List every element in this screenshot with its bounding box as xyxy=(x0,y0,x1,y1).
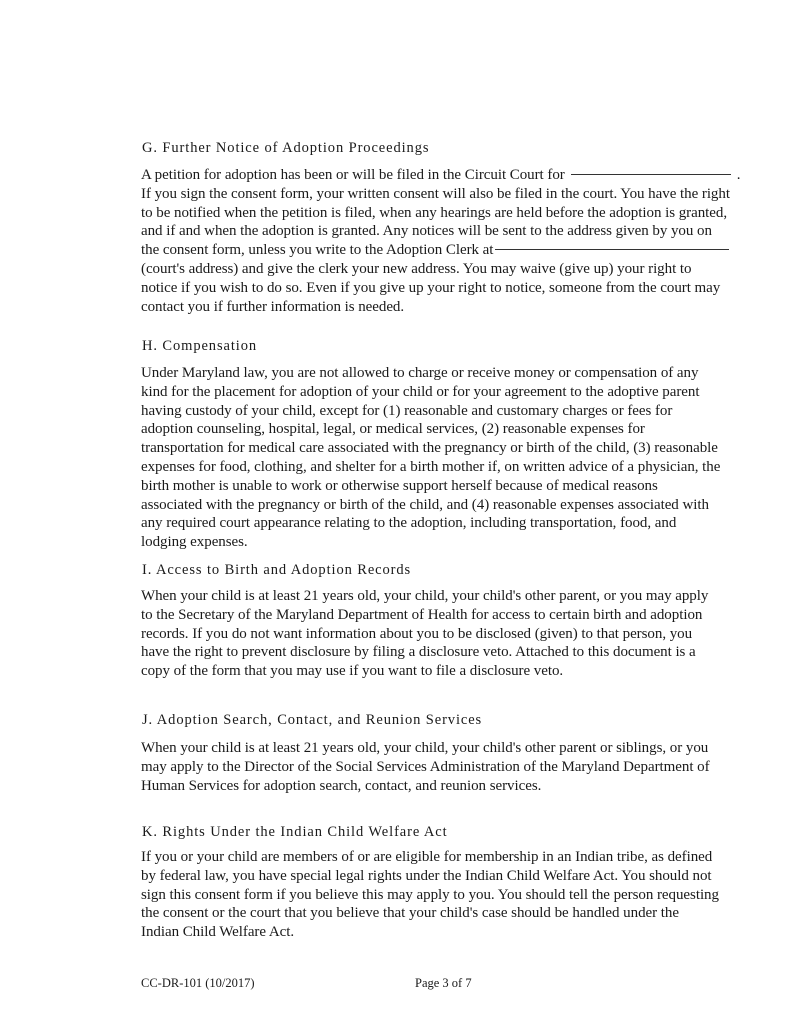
section-i-line: have the right to prevent disclosure by filing a disclosure veto. Attached to this document is a xyxy=(141,644,696,661)
section-h xyxy=(141,336,771,552)
section-j-body xyxy=(141,739,771,795)
section-g-line xyxy=(141,241,771,260)
section-h-line: expenses for food, clothing, and shelter for a birth mother if, on written advice of a physician, the xyxy=(141,458,721,475)
section-k-line: If you or your child are members of or are eligible for membership in an Indian tribe, as defined xyxy=(141,849,713,865)
section-i-line: When your child is at least 21 years old, your child, your child's other parent, or you may apply xyxy=(141,588,709,604)
section-h-line: adoption counseling, hospital, legal, or medical services, (2) reasonable expenses for xyxy=(141,421,645,438)
section-j-line: When your child is at least 21 years old, your child, your child's other parent or siblings, or you xyxy=(141,740,709,756)
section-j-line: Human Services for adoption search, contact, and reunion services. xyxy=(141,777,542,794)
section-g-text: . xyxy=(736,167,741,183)
section-g-line: and if and when the adoption is granted. Any notices will be sent to the address given by you on xyxy=(141,223,712,240)
section-i-line: copy of the form that you may use if you want to file a disclosure veto. xyxy=(141,663,564,680)
section-g-line: (court's address) and give the clerk your new address. You may waive (give up) your right to xyxy=(141,260,692,277)
section-h-line: kind for the placement for adoption of your child or for your agreement to the adoptive parent xyxy=(141,383,700,400)
section-g-line xyxy=(141,166,771,185)
section-k-line: Indian Child Welfare Act. xyxy=(141,924,295,941)
section-g-line: If you sign the consent form, your written consent will also be filed in the court. You have the right xyxy=(141,185,730,202)
section-i-body xyxy=(141,587,771,681)
section-g-line: to be notified when the petition is filed, when any hearings are held before the adoption is granted, xyxy=(141,204,728,221)
section-h-line: lodging expenses. xyxy=(141,534,248,551)
section-k-heading: K. Rights Under the Indian Child Welfare Act xyxy=(142,824,448,840)
section-h-line: having custody of your child, except for (1) reasonable and customary charges or fees for xyxy=(141,402,673,419)
section-h-body xyxy=(141,364,771,552)
section-j-heading: J. Adoption Search, Contact, and Reunion Services xyxy=(142,712,483,728)
section-k-body xyxy=(141,848,771,942)
section-g-line: contact you if further information is needed. xyxy=(141,298,405,315)
page-number-footer: Page 3 of 7 xyxy=(415,976,472,990)
section-i xyxy=(141,560,771,681)
section-k-line: the consent or the court that you believe that your child's case should be handled under the xyxy=(141,905,679,922)
clerk-address-blank-field[interactable] xyxy=(495,248,729,250)
section-h-line: associated with the pregnancy or birth of the child, and (4) reasonable expenses associated with xyxy=(141,496,709,513)
section-i-line: to the Secretary of the Maryland Department of Health for access to certain birth and adoption xyxy=(141,606,703,623)
section-j-line: may apply to the Director of the Social Services Administration of the Maryland Department of xyxy=(141,758,710,775)
section-g xyxy=(141,138,771,316)
section-k-line: by federal law, you have special legal rights under the Indian Child Welfare Act. You should not xyxy=(141,867,712,884)
form-id-footer: CC-DR-101 (10/2017) xyxy=(141,976,255,990)
circuit-court-blank-field[interactable] xyxy=(571,173,731,175)
section-i-line: records. If you do not want information about you to be disclosed (given) to that person, you xyxy=(141,625,693,642)
section-h-line: any required court appearance relating to the adoption, including transportation, food, and xyxy=(141,515,677,532)
section-g-heading: G. Further Notice of Adoption Proceedings xyxy=(142,140,430,156)
section-k xyxy=(141,822,771,942)
section-h-heading: H. Compensation xyxy=(142,338,257,354)
section-h-line: birth mother is unable to work or otherwise support herself because of medical reasons xyxy=(141,477,658,494)
section-g-body xyxy=(141,166,771,316)
section-i-heading: I. Access to Birth and Adoption Records xyxy=(142,562,412,578)
section-g-text: the consent form, unless you write to the Adoption Clerk at xyxy=(141,242,494,259)
section-k-line: sign this consent form if you believe this may apply to you. You should tell the person requesting xyxy=(141,886,719,903)
section-j xyxy=(141,710,771,795)
section-g-line: notice if you wish to do so. Even if you give up your right to notice, someone from the court may xyxy=(141,279,721,296)
section-g-text: A petition for adoption has been or will be filed in the Circuit Court for xyxy=(141,167,565,183)
section-h-line: transportation for medical care associated with the pregnancy or birth of the child, (3) reasonable xyxy=(141,440,718,457)
section-h-line: Under Maryland law, you are not allowed to charge or receive money or compensation of any xyxy=(141,365,699,381)
